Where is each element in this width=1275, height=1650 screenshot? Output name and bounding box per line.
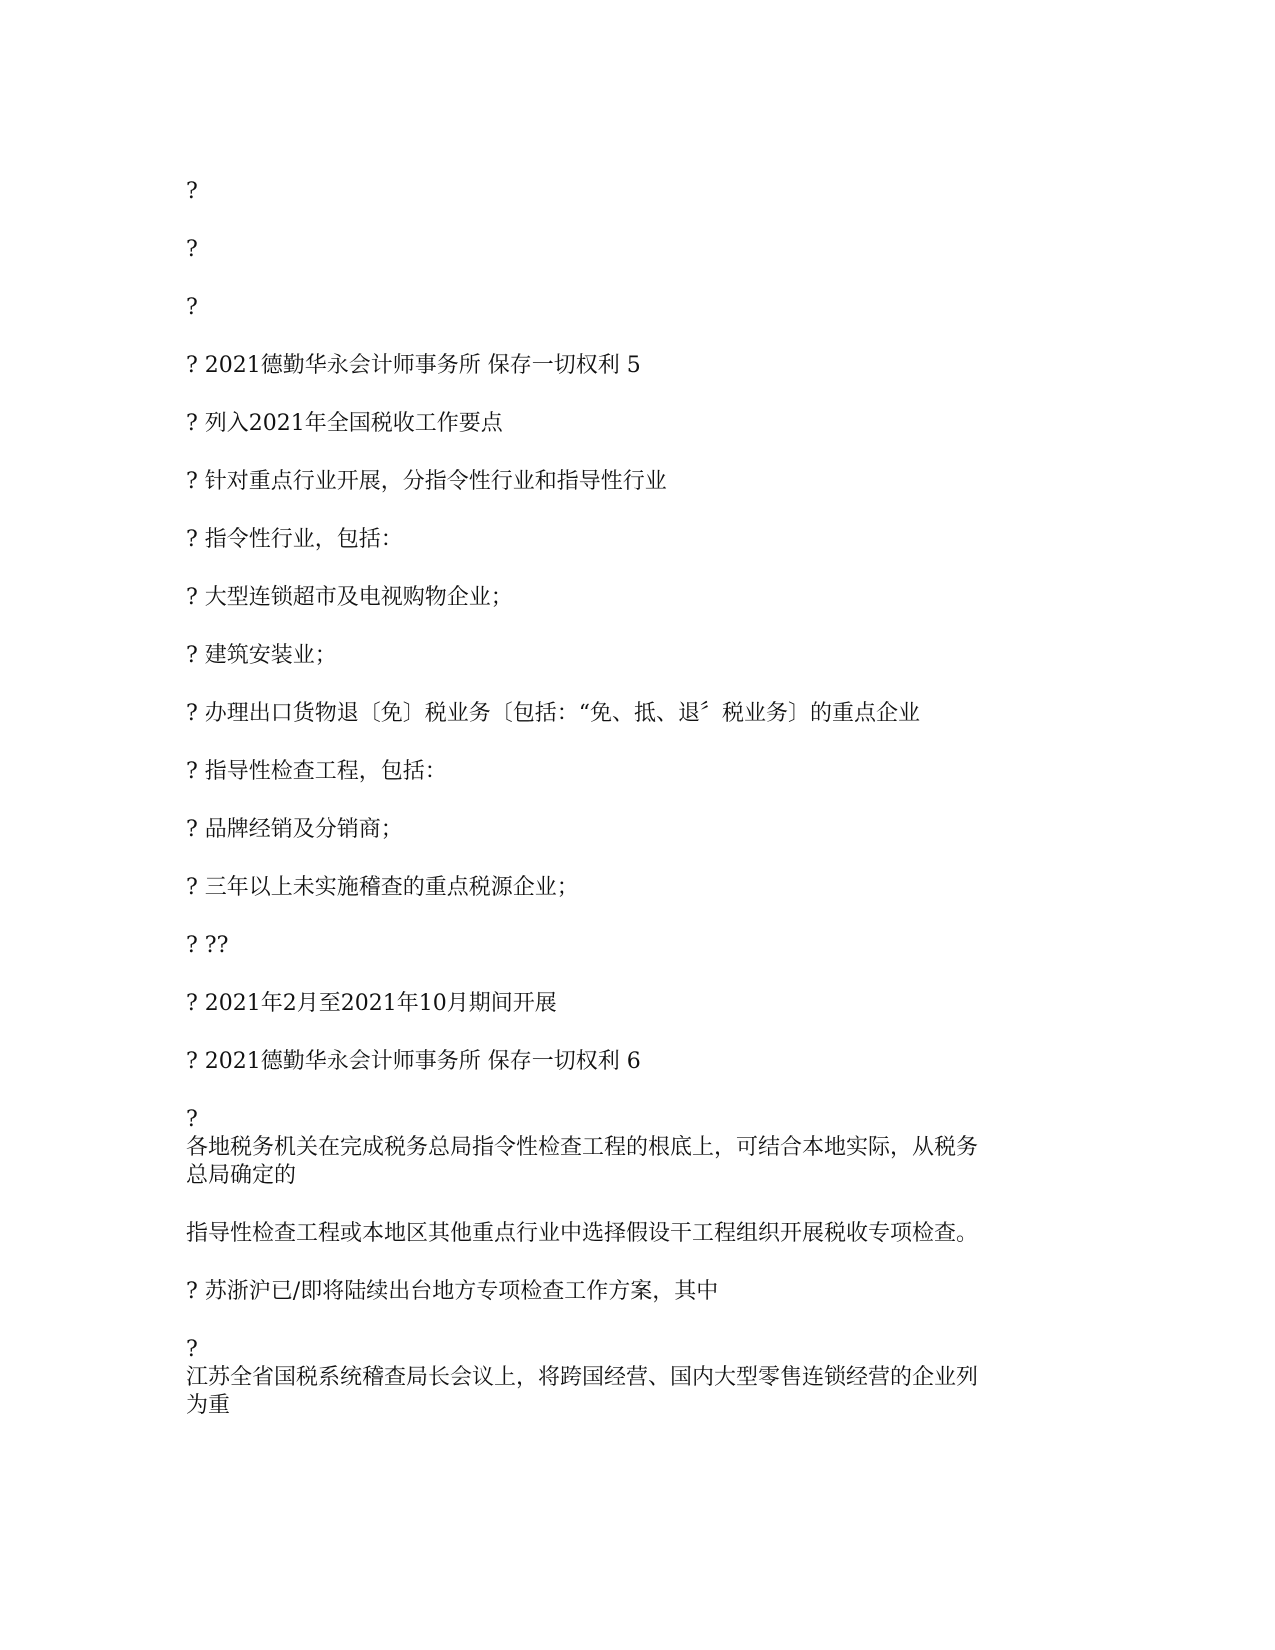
text-line: ? 大型连锁超市及电视购物企业； bbox=[186, 585, 513, 610]
text-line: ? 列入2021年全国税收工作要点 bbox=[186, 411, 503, 436]
text-line: ? bbox=[186, 237, 198, 262]
text-line: ? bbox=[186, 179, 198, 204]
paragraph-block bbox=[186, 1106, 1086, 1190]
text-line: 为重 bbox=[186, 1393, 231, 1418]
text-line: 各地税务机关在完成税务总局指令性检查工程的根底上，可结合本地实际，从税务 bbox=[186, 1135, 979, 1160]
text-line: ? 指导性检查工程，包括： bbox=[186, 759, 447, 784]
text-line: ? 指令性行业，包括： bbox=[186, 527, 403, 552]
copyright-line: ? 2021德勤华永会计师事务所 保存一切权利 5 bbox=[186, 353, 641, 378]
text-line: ? 2021年2月至2021年10月期间开展 bbox=[186, 991, 557, 1016]
text-line: ? 针对重点行业开展，分指令性行业和指导性行业 bbox=[186, 469, 667, 494]
text-line: ? 办理出口货物退〔免〕税业务〔包括：“免、抵、退〞税业务〕的重点企业 bbox=[186, 701, 921, 726]
text-line: ? 苏浙沪已/即将陆续出台地方专项检查工作方案，其中 bbox=[186, 1279, 719, 1304]
document-body bbox=[186, 178, 1086, 1450]
text-line: 江苏全省国税系统稽查局长会议上，将跨国经营、国内大型零售连锁经营的企业列 bbox=[186, 1365, 979, 1390]
text-line: ? bbox=[186, 1337, 198, 1362]
text-line: ? 品牌经销及分销商； bbox=[186, 817, 403, 842]
text-line: ? ?? bbox=[186, 933, 229, 958]
paragraph-block bbox=[186, 1336, 1086, 1420]
text-line: ? 三年以上未实施稽查的重点税源企业； bbox=[186, 875, 579, 900]
text-line: ? bbox=[186, 295, 198, 320]
text-line: 指导性检查工程或本地区其他重点行业中选择假设干工程组织开展税收专项检查。 bbox=[186, 1221, 979, 1246]
text-line: ? 建筑安装业； bbox=[186, 643, 337, 668]
text-line: 总局确定的 bbox=[186, 1163, 297, 1188]
text-line: ? bbox=[186, 1107, 198, 1132]
copyright-line: ? 2021德勤华永会计师事务所 保存一切权利 6 bbox=[186, 1049, 641, 1074]
